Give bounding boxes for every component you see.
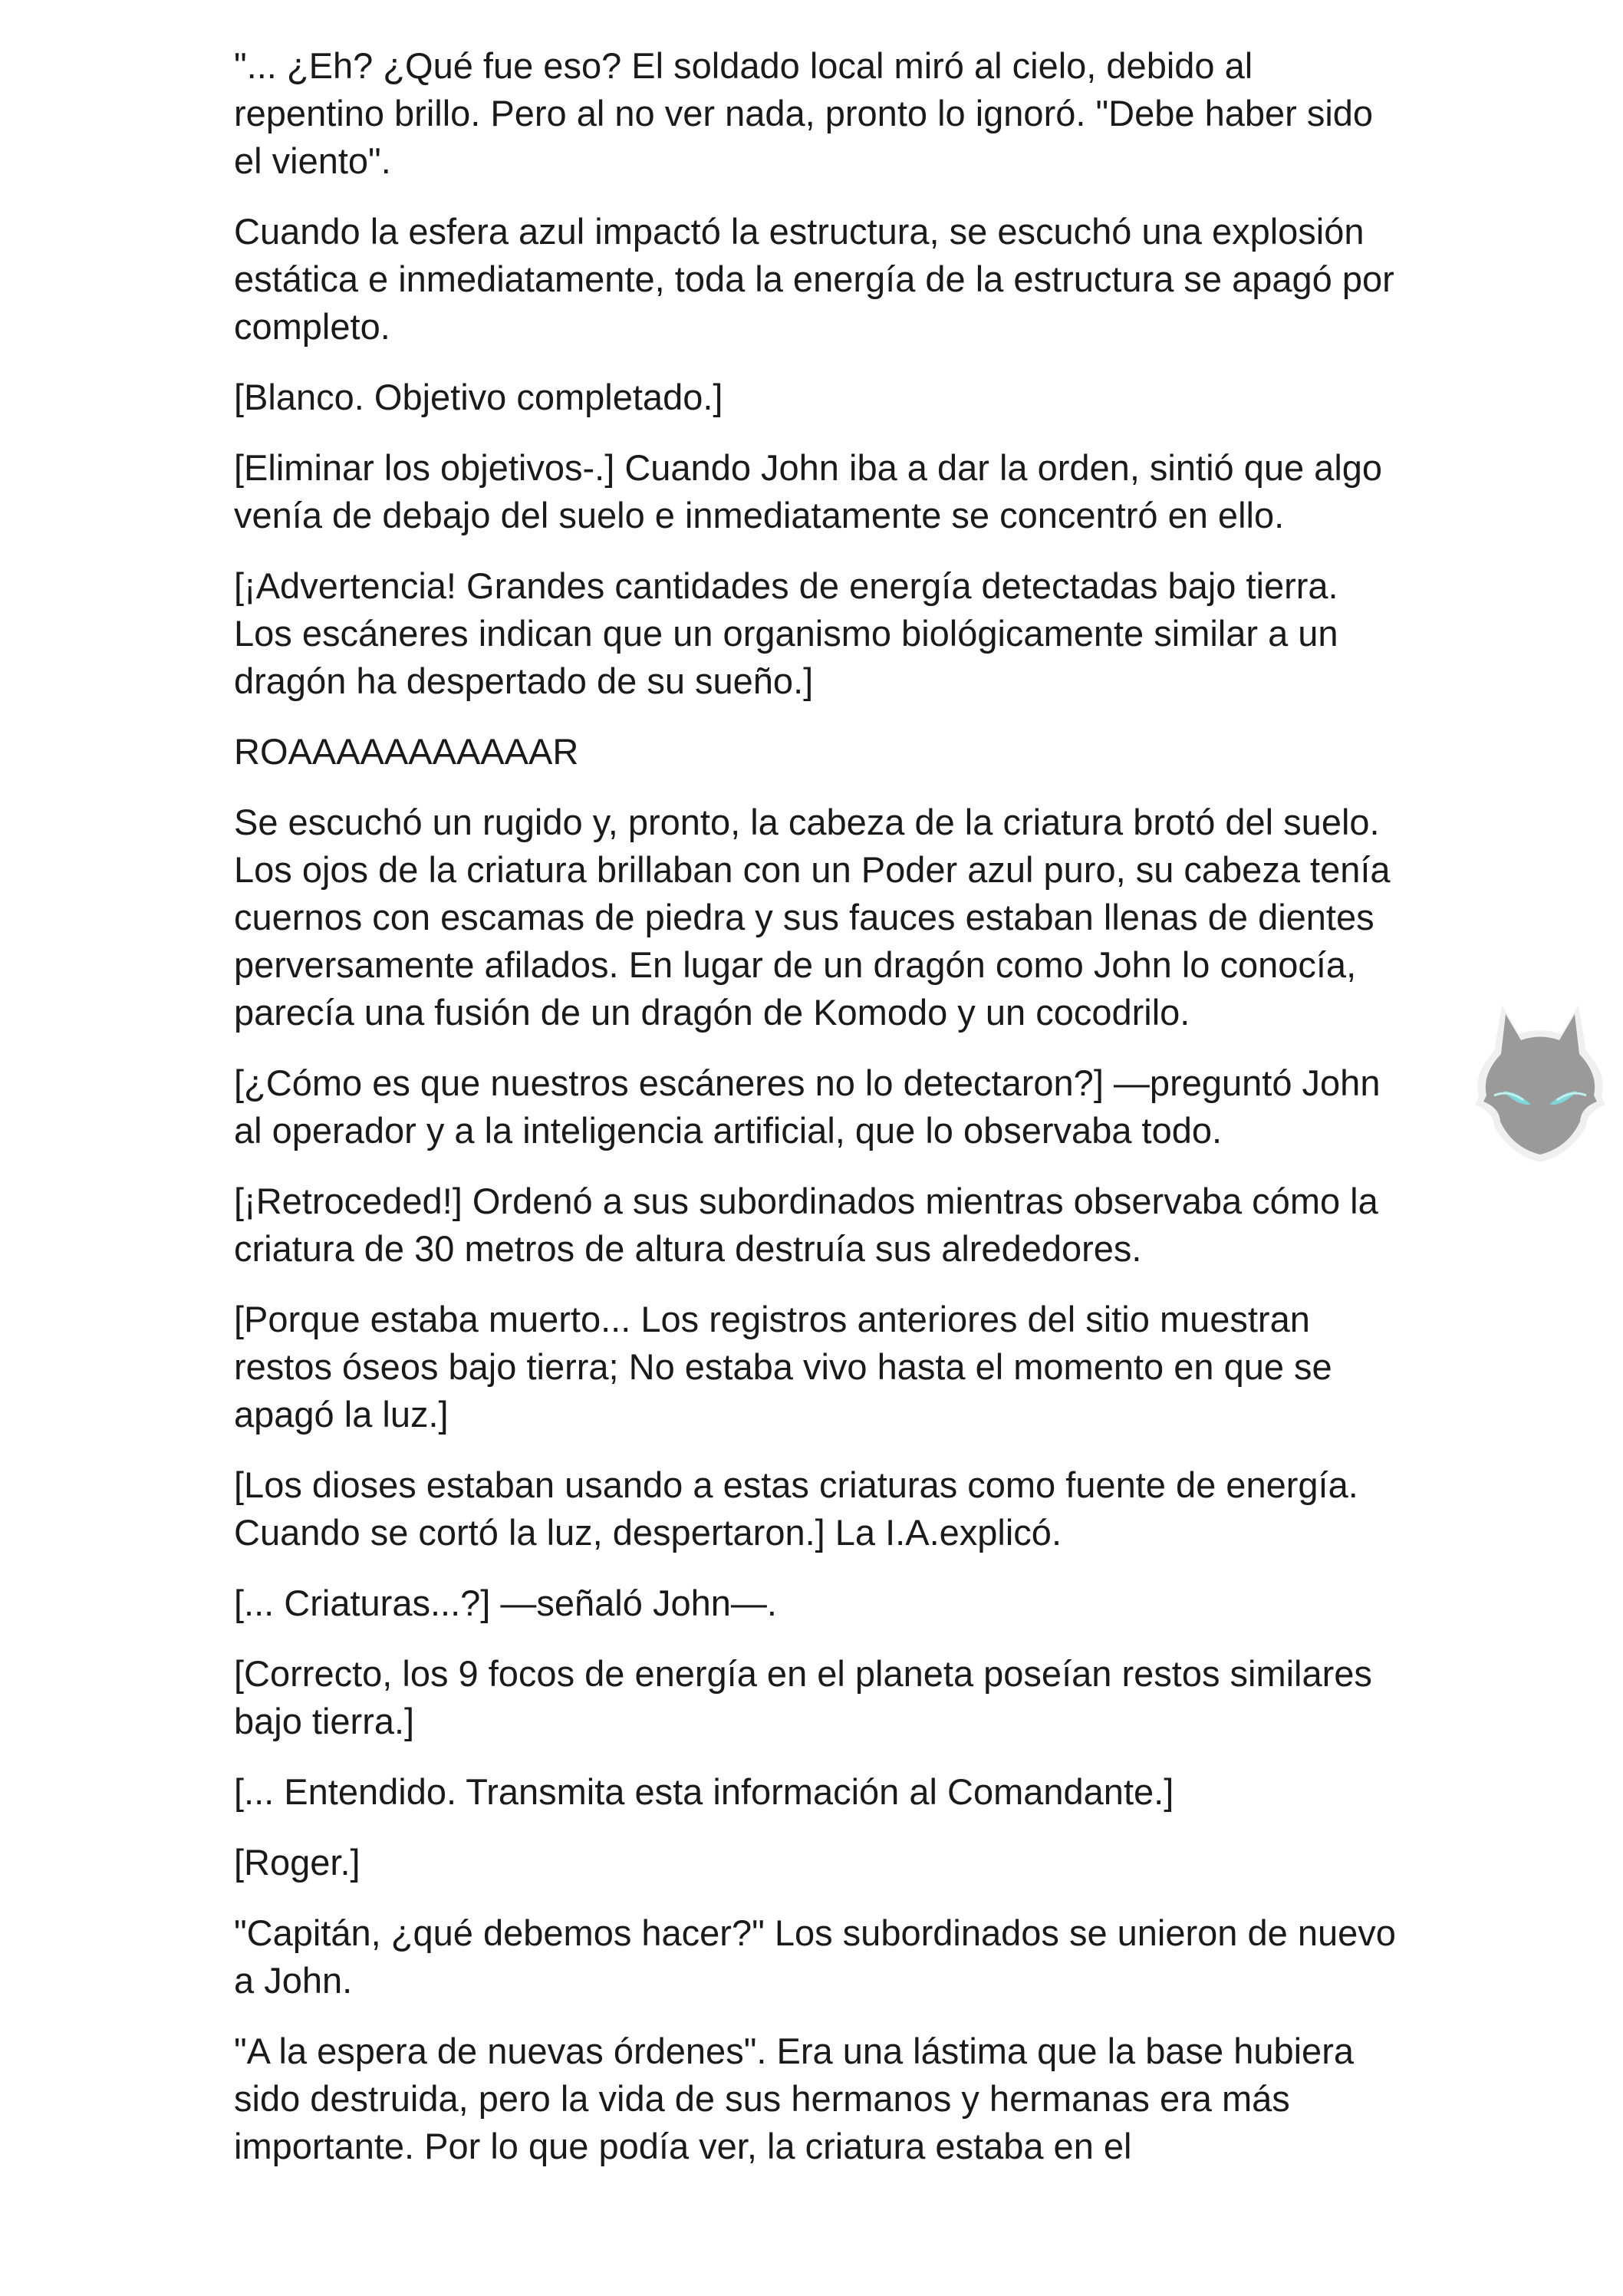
watermark-logo [1471,997,1609,1166]
paragraph: [... Criaturas...?] —señaló John—. [234,1583,777,1623]
paragraph: "Capitán, ¿qué debemos hacer?" Los subordinados se unieron de nuevo a John. [234,1912,1396,2001]
paragraph: [Roger.] [234,1842,360,1883]
paragraph: [¿Cómo es que nuestros escáneres no lo detectaron?] —preguntó John al operador y a la inteligencia artificial, que lo observaba todo. [234,1062,1381,1151]
paragraph: Cuando la esfera azul impactó la estructura, se escuchó una explosión estática e inmediatamente, toda la energía de la estructura se apagó por completo. [234,211,1394,347]
paragraph: [¡Advertencia! Grandes cantidades de energía detectadas bajo tierra. Los escáneres indican que un organismo biológicamente similar a un dragón ha despertado de su sueño.] [234,565,1338,701]
paragraph: [Blanco. Objetivo completado.] [234,377,723,417]
paragraph: [Los dioses estaban usando a estas criaturas como fuente de energía. Cuando se cortó la luz, despertaron.] La I.A.explicó. [234,1464,1358,1553]
paragraph: ROAAAAAAAAAAAR [234,731,579,772]
paragraph: "... ¿Eh? ¿Qué fue eso? El soldado local miró al cielo, debido al repentino brillo. Pero al no ver nada, pronto lo ignoró. "Debe haber sido el viento". [234,45,1374,181]
document-page [234,42,1400,2193]
demon-head-logo-icon [1471,997,1609,1166]
paragraph: Se escuchó un rugido y, pronto, la cabeza de la criatura brotó del suelo. Los ojos de la criatura brillaban con un Poder azul puro, su cabeza tenía cuernos con escamas de piedra y sus fauces estaban llenas de dientes perversamente afilados. En lugar de un dragón como John lo conocía, parecía una fusión de un dragón de Komodo y un cocodrilo. [234,802,1391,1033]
paragraph: [Correcto, los 9 focos de energía en el planeta poseían restos similares bajo tierra.] [234,1653,1372,1741]
paragraph: [Eliminar los objetivos-.] Cuando John iba a dar la orden, sintió que algo venía de debajo del suelo e inmediatamente se concentró en ello. [234,447,1383,535]
paragraph: "A la espera de nuevas órdenes". Era una lástima que la base hubiera sido destruida, pero la vida de sus hermanos y hermanas era más importante. Por lo que podía ver, la criatura estaba en el [234,2031,1354,2166]
paragraph: [... Entendido. Transmita esta información al Comandante.] [234,1771,1174,1812]
paragraph: [¡Retroceded!] Ordenó a sus subordinados mientras observaba cómo la criatura de 30 metros de altura destruía sus alrededores. [234,1181,1378,1269]
paragraph: [Porque estaba muerto... Los registros anteriores del sitio muestran restos óseos bajo tierra; No estaba vivo hasta el momento en que se apagó la luz.] [234,1299,1332,1435]
